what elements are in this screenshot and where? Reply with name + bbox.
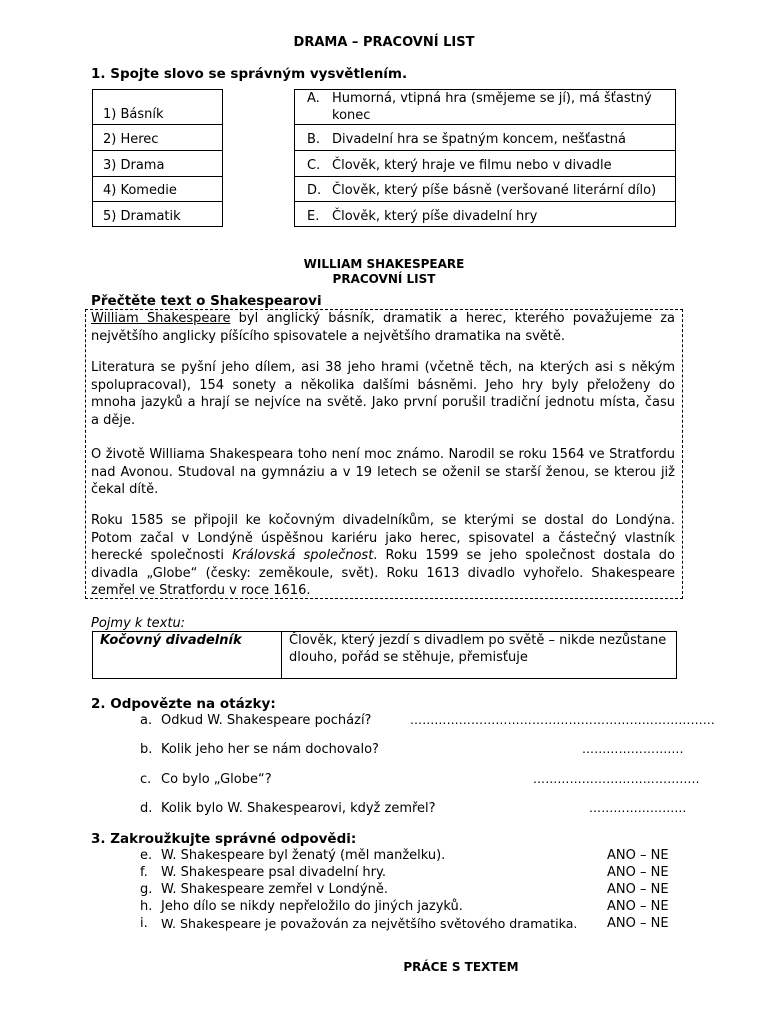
p3-line3: čekal dítě. (91, 482, 159, 497)
s-f-answer[interactable]: ANO – NE (607, 865, 669, 880)
def-letter-b: B. (307, 132, 321, 147)
section-title: WILLIAM SHAKESPEARE (303, 257, 465, 271)
q-d-text: Kolik bylo W. Shakespearovi, když zemřel? (161, 801, 436, 816)
p3-line2: nad Avonou. Studoval na gymnáziu a v 19 letech se oženil se starší ženou, se kterou již (91, 464, 675, 480)
section-subtitle: PRACOVNÍ LIST (332, 272, 436, 286)
s-h-text: Jeho dílo se nikdy nepřeložilo do jiných jazyků. (161, 899, 463, 914)
shakespeare-name: William Shakespeare (91, 311, 231, 326)
q-d-answer-line[interactable]: …………………… (589, 801, 687, 815)
page-title: DRAMA – PRACOVNÍ LIST (293, 35, 475, 50)
s-i-label: i. (140, 916, 148, 931)
def-b: Divadelní hra se špatným koncem, nešťastná (332, 132, 627, 147)
word-5: 5) Dramatik (103, 209, 181, 224)
p4-line3 (91, 547, 675, 565)
s-g-label: g. (140, 882, 153, 897)
def-letter-d: D. (307, 183, 322, 198)
p1-line1-text: byl anglický básník, dramatik a herec, kterého považujeme za (230, 311, 675, 326)
s-f-label: f. (140, 865, 148, 880)
p4-line5: zemřel ve Stratfordu v roce 1616. (91, 583, 311, 598)
p2-line4: a děje. (91, 412, 136, 428)
s-g-answer[interactable]: ANO – NE (607, 882, 669, 897)
q-b-label: b. (140, 742, 153, 757)
word-3: 3) Drama (103, 158, 165, 173)
p1-line1 (91, 310, 675, 328)
p3-line1: O životě Williama Shakespeara toho není moc známo. Narodil se roku 1564 ve Stratfordu (91, 447, 675, 462)
word-1: 1) Básník (103, 107, 164, 122)
p4-line2: Potom začal v Londýně úspěšnou kariéru jako herec, spisovatel a částečný vlastník (91, 530, 675, 546)
task1-heading: 1. Spojte slovo se správným vysvětlením. (91, 66, 408, 82)
s-e-answer[interactable]: ANO – NE (607, 848, 669, 863)
q-d-label: d. (140, 801, 153, 816)
s-h-answer[interactable]: ANO – NE (607, 899, 669, 914)
p2-line2: spolupracoval), 154 sonety a několika dalšími básněmi. Jeho hry byly přeloženy do (91, 377, 675, 393)
p2-line1: Literatura se pyšní jeho dílem, asi 38 jeho hrami (včetně těch, na kterých asi s někým (91, 360, 675, 375)
word-2: 2) Herec (103, 132, 159, 147)
s-f-text: W. Shakespeare psal divadelní hry. (161, 865, 386, 880)
q-b-answer-line[interactable]: ……………………. (582, 742, 684, 756)
s-g-text: W. Shakespeare zemřel v Londýně. (161, 882, 388, 897)
q-c-text: Co bylo „Globe“? (161, 772, 272, 787)
term-def-line2: dlouho, pořád se stěhuje, přemisťuje (289, 650, 528, 665)
def-c: Člověk, který hraje ve filmu nebo v divadle (332, 158, 612, 173)
q-b-text: Kolik jeho her se nám dochovalo? (161, 742, 379, 757)
p4-line3-b: . Roku 1599 se jeho společnost dostala do (373, 548, 675, 563)
q-a-label: a. (140, 713, 153, 728)
paragraph-2 (91, 359, 675, 429)
s-i-answer[interactable]: ANO – NE (607, 916, 669, 931)
s-e-label: e. (140, 848, 153, 863)
s-e-text: W. Shakespeare byl ženatý (měl manželku). (161, 848, 446, 863)
q-a-text: Odkud W. Shakespeare pochází? (161, 713, 372, 728)
term-def-line1: Člověk, který jezdí s divadlem po světě – nikde nezůstane (289, 633, 667, 648)
footer-title: PRÁCE S TEXTEM (403, 960, 519, 974)
p4-line1: Roku 1585 se připojil ke kočovným divadelníkům, se kterými se dostal do Londýna. (91, 513, 675, 528)
def-d: Člověk, který píše básně (veršované literární dílo) (332, 183, 657, 198)
word-4: 4) Komedie (103, 183, 177, 198)
definitions-table (294, 89, 676, 227)
term-table (92, 631, 677, 679)
def-letter-e: E. (307, 209, 320, 224)
s-h-label: h. (140, 899, 153, 914)
paragraph-3 (91, 446, 675, 499)
def-a-line2: konec (332, 108, 371, 123)
task3-heading: 3. Zakroužkujte správné odpovědi: (91, 831, 357, 847)
s-i-text: W. Shakespeare je považován za největšího světového dramatika. (161, 916, 578, 931)
p4-line3-a: herecké společnosti (91, 548, 233, 563)
q-c-answer-line[interactable]: ………………………………….. (533, 772, 700, 786)
q-c-label: c. (140, 772, 152, 787)
p1-line2: největšího anglicky píšícího spisovatele a největšího dramatika na světě. (91, 328, 566, 344)
def-letter-c: C. (307, 158, 321, 173)
q-a-answer-line[interactable]: ………………………………………………………………… (410, 713, 715, 727)
p4-line4: divadla „Globe“ (česky: zeměkoule, svět). Roku 1613 divadlo vyhořelo. Shakespeare (91, 565, 675, 581)
read-heading: Přečtěte text o Shakespearovi (91, 293, 322, 309)
term-word: Kočovný divadelník (100, 633, 242, 648)
p2-line3: mnoha jazyků a hrají se nejvíce na světě. Jako první porušil tradiční jednotu místa, času (91, 395, 675, 410)
company-name: Královská společnost (232, 548, 374, 563)
def-a-line1: Humorná, vtipná hra (smějeme se jí), má šťastný (332, 91, 652, 106)
paragraph-4 (91, 512, 675, 600)
words-table (92, 89, 223, 227)
paragraph-1 (91, 310, 675, 345)
def-e: Člověk, který píše divadelní hry (332, 209, 538, 224)
terms-heading: Pojmy k textu: (91, 616, 186, 631)
task2-heading: 2. Odpovězte na otázky: (91, 696, 276, 712)
def-letter-a: A. (307, 91, 320, 106)
